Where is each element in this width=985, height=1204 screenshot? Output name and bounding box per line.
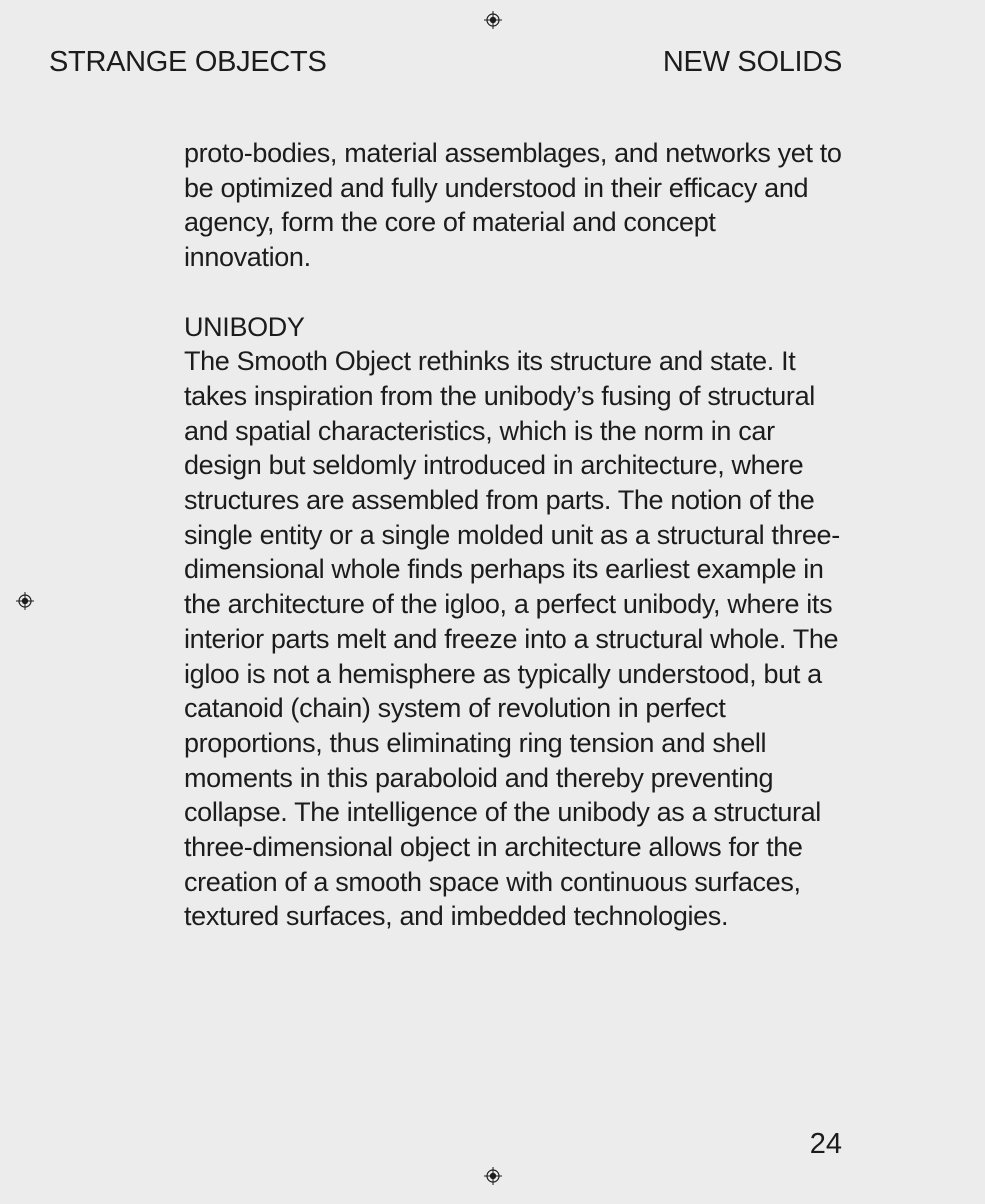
running-head-right: NEW SOLIDS: [662, 46, 842, 78]
main-text-column: [184, 136, 844, 934]
intro-paragraph: proto-bodies, material assemblages, and networks yet to be optimized and fully understood in their efficacy and agency, form the core of material and concept innovation.: [184, 138, 842, 273]
registration-mark-icon: [16, 592, 34, 610]
registration-mark-icon: [484, 1167, 502, 1185]
section-paragraph: The Smooth Object rethinks its structure and state. It takes inspiration from the unibody’s fusing of structural and spatial characteristics, which is the norm in car design but seldomly introduced in architecture, where structures are assembled from parts. The notion of the single entity or a single molded unit as a structural three-dimensional whole finds perhaps its earliest example in the architecture of the igloo, a perfect unibody, where its interior parts melt and freeze into a structural whole. The igloo is not a hemisphere as typically understood, but a catanoid (chain) system of revolution in perfect proportions, thus eliminating ring tension and shell moments in this paraboloid and thereby preventing collapse. The intelligence of the unibody as a structural three-dimensional object in architecture allows for the creation of a smooth space with continuous surfaces, textured surfaces, and imbedded technologies.: [184, 346, 840, 932]
registration-mark-icon: [484, 11, 502, 29]
page-number: 24: [809, 1128, 842, 1160]
section-heading: UNIBODY: [184, 311, 305, 342]
running-head-left: STRANGE OBJECTS: [49, 46, 327, 78]
